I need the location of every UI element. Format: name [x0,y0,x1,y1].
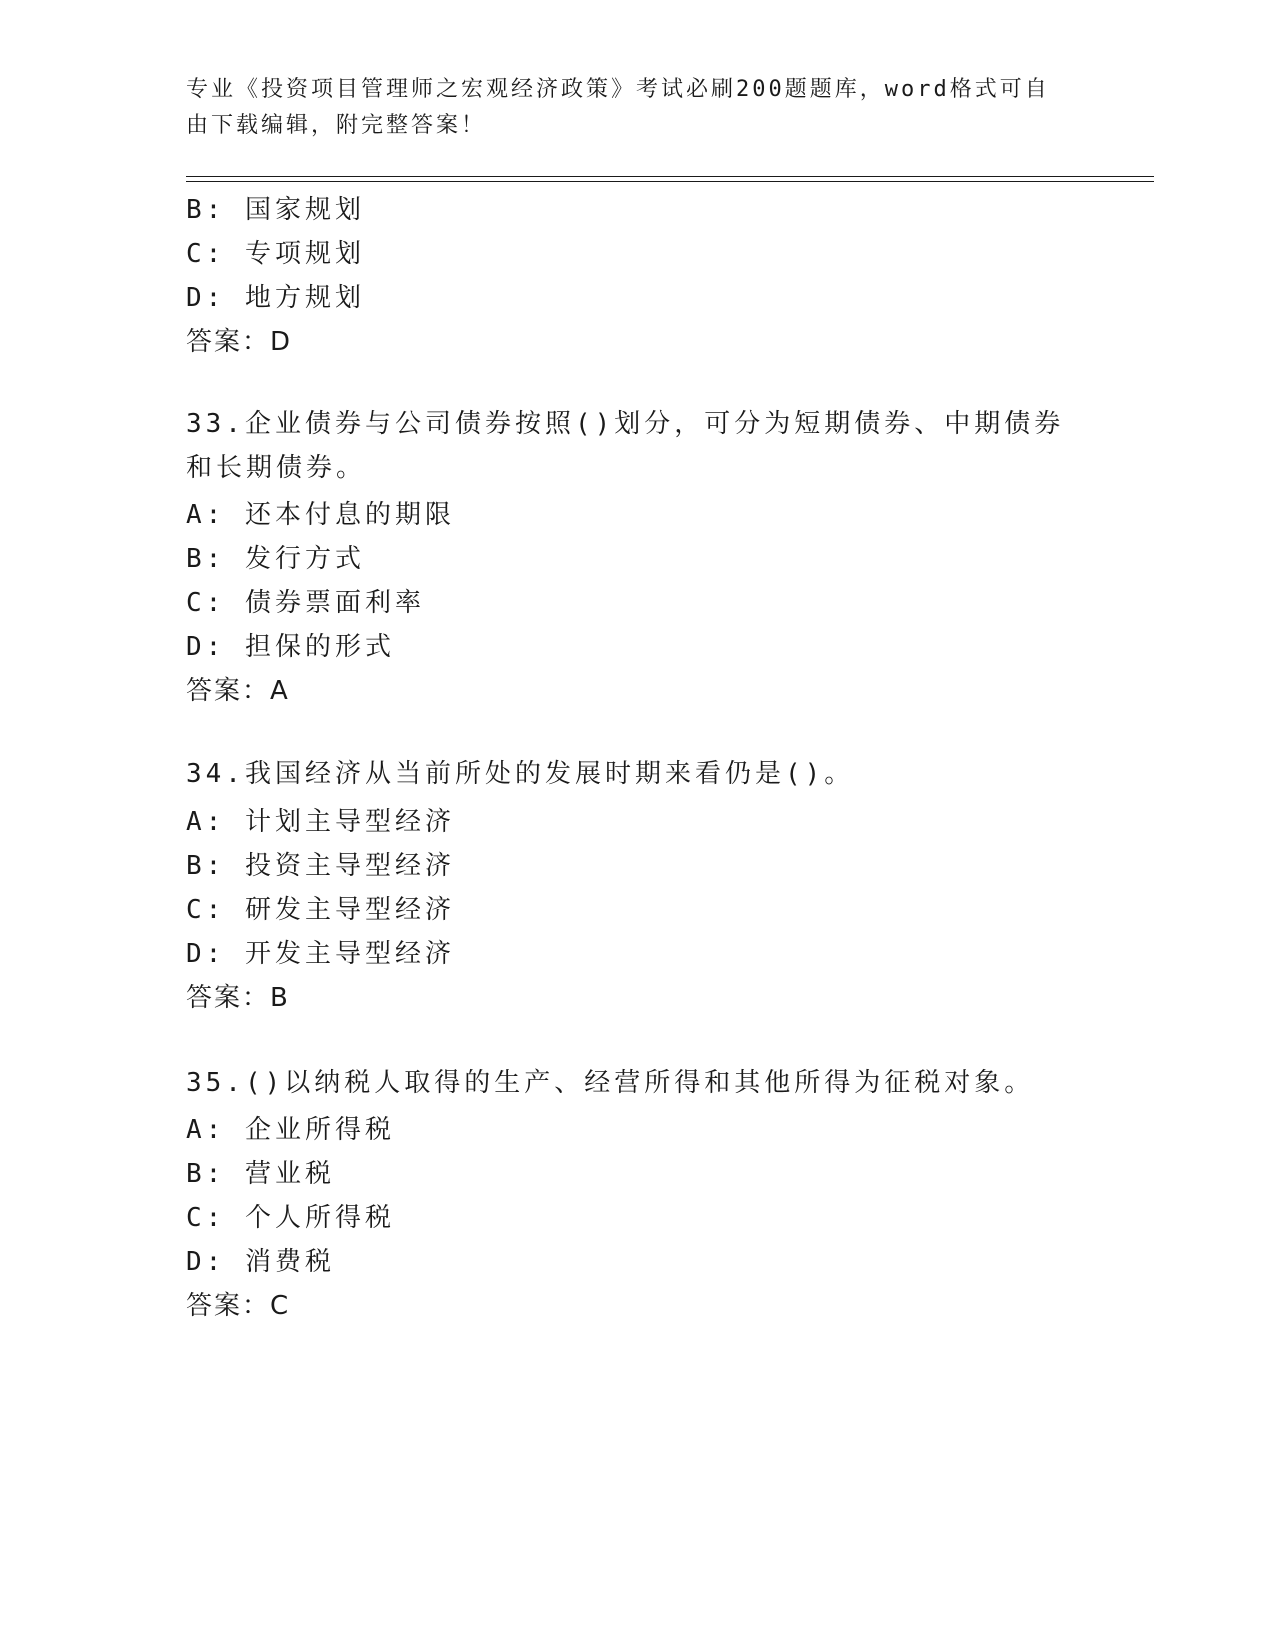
header-divider-top [186,176,1154,177]
question-34-text: 34.我国经济从当前所处的发展时期来看仍是()。 [186,759,855,789]
question-33-text: 33.企业债券与公司债券按照()划分，可分为短期债券、中期债券和长期债券。 [186,409,1065,483]
question-34-answer: 答案：B [186,983,290,1013]
header-divider-bottom [186,181,1154,182]
question-33-option-a: A: 还本付息的期限 [186,500,455,530]
question-35-option-c: C: 个人所得税 [186,1203,395,1233]
question-35-option-b: B: 营业税 [186,1159,335,1189]
question-35-option-a: A: 企业所得税 [186,1115,395,1145]
question-33-option-b: B: 发行方式 [186,544,365,574]
question-35-text: 35.()以纳税人取得的生产、经营所得和其他所得为征税对象。 [186,1068,1035,1098]
prev-answer: 答案：D [186,327,293,357]
question-35-answer: 答案：C [186,1291,291,1321]
question-34-option-b: B: 投资主导型经济 [186,851,455,881]
prev-option-d: D: 地方规划 [186,283,365,313]
prev-option-b: B: 国家规划 [186,195,365,225]
document-header: 专业《投资项目管理师之宏观经济政策》考试必刷200题题库，word格式可自由下载编辑，附完整答案！ [186,77,1050,138]
question-35-option-d: D: 消费税 [186,1247,335,1277]
question-33-option-c: C: 债券票面利率 [186,588,425,618]
question-34-option-a: A: 计划主导型经济 [186,807,455,837]
question-33-option-d: D: 担保的形式 [186,632,395,662]
question-33-answer: 答案：A [186,676,290,706]
prev-option-c: C: 专项规划 [186,239,365,269]
question-34-option-d: D: 开发主导型经济 [186,939,455,969]
question-34-option-c: C: 研发主导型经济 [186,895,455,925]
